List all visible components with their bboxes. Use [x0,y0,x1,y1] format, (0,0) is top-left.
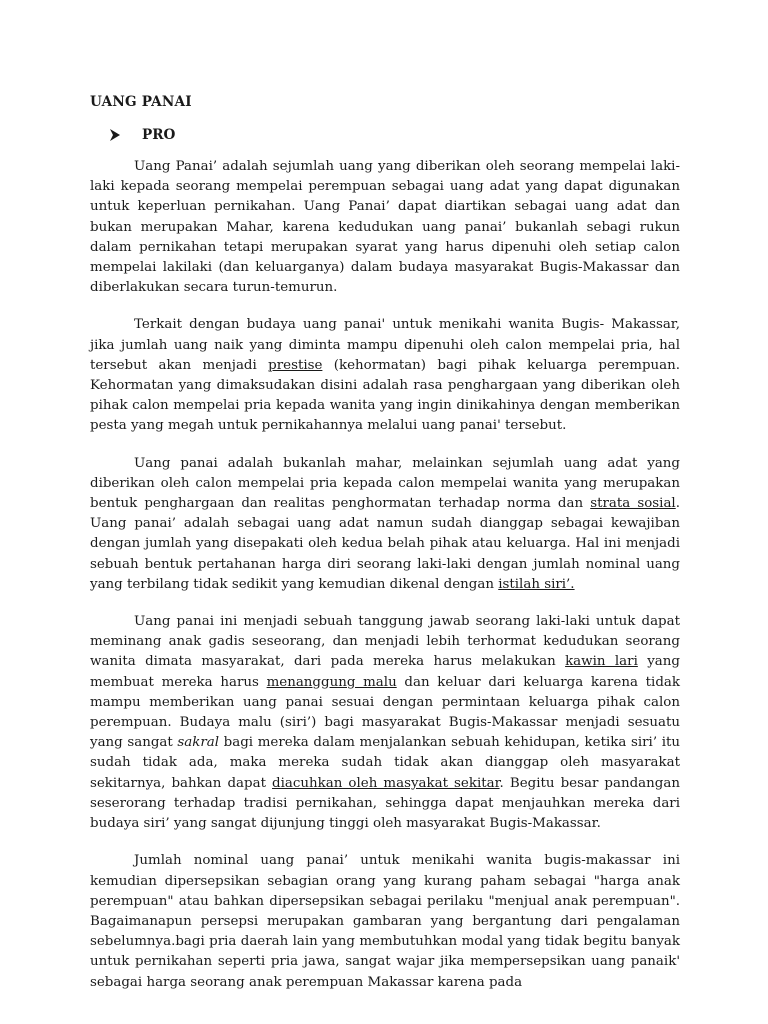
paragraph-text: bagi mereka dalam menjalankan sebuah kehidupan, ketika siri’ itu sudah tidak ada, maka mereka sudah tidak akan dianggap oleh masyarakat sekitarnya, bahkan dapat [90,735,680,791]
underlined-term-prestise: prestise [268,357,323,373]
underlined-term-istilah-siri: istilah siri’. [498,576,575,592]
section-heading-label: PRO [142,127,176,143]
paragraph-1 [90,157,680,298]
underlined-term-diacuhkan: diacuhkan oleh masyakat sekitar [272,775,500,791]
document-body [90,157,680,1010]
paragraph-4 [90,612,680,834]
paragraph-5 [90,851,680,992]
paragraph-text: yang membuat mereka harus [90,654,680,690]
paragraph-text: dan keluar dari keluarga karena tidak mampu memberikan uang panai sesuai dengan permintaan keluarga pihak calon perempuan. Budaya malu (siri’) bagi masyarakat Bugis-Makassar menjadi sesuatu yang sangat [90,674,680,751]
paragraph-3 [90,454,680,595]
paragraph-text: . Uang panai’ adalah sebagai uang adat namun sudah dianggap sebagai kewajiban dengan jumlah yang disepakati oleh kedua belah pihak atau keluarga. Hal ini menjadi sebuah bentuk pertahanan harga diri seorang laki-laki dengan jumlah nominal uang yang terbilang tidak sedikit yang kemudian dikenal dengan [90,496,680,592]
paragraph-text: . Begitu besar pandangan seserorang terhadap tradisi pernikahan, sehingga dapat menjauhkan mereka dari budaya siri’ yang sangat dijunjung tinggi oleh masyarakat Bugis-Makassar. [90,775,680,832]
italic-term-sakral: sakral [177,735,220,751]
paragraph-text: Uang panai adalah bukanlah mahar, melainkan sejumlah uang adat yang diberikan oleh calon mempelai pria kepada calon mempelai wanita yang merupakan bentuk penghargaan dan realitas penghormatan terhadap norma dan [90,455,680,512]
paragraph-text: Uang panai ini menjadi sebuah tanggung jawab seorang laki-laki untuk dapat meminang anak gadis seseorang, dan menjadi lebih terhormat kedudukan seorang wanita dimata masyarakat, dari pada mereka harus melakukan [90,614,680,670]
underlined-term-menanggung-malu: menanggung malu [266,674,397,690]
paragraph-text: (kehormatan) bagi pihak keluarga perempuan. Kehormatan yang dimaksudakan disini adalah rasa penghargaan yang diberikan oleh pihak calon mempelai pria kepada wanita yang ingin dinikahinya dengan memberikan pesta yang megah untuk pernikahannya melalui uang panai' tersebut. [90,357,680,434]
section-heading [108,125,175,145]
paragraph-text: Terkait dengan budaya uang panai' untuk menikahi wanita Bugis- Makassar, jika jumlah uang naik yang diminta mampu dipenuhi oleh calon mempelai pria, hal tersebut akan menjadi [90,317,680,373]
paragraph-text: Uang Panai’ adalah sejumlah uang yang diberikan oleh seorang mempelai laki-laki kepada seorang mempelai perempuan sebagai uang adat yang dapat digunakan untuk keperluan pernikahan. Uang Panai’ dapat diartikan sebagai uang adat dan bukan merupakan Mahar, karena kedudukan uang panai’ bukanlah sebagi rukun dalam pernikahan tetapi merupakan syarat yang harus dipenuhi oleh setiap calon mempelai lakilaki (dan keluarganya) dalam budaya masyarakat Bugis-Makassar dan diberlakukan secara turun-temurun. [90,159,680,296]
document-title: UANG PANAI [90,94,192,110]
arrow-right-icon [108,128,122,142]
paragraph-text: Jumlah nominal uang panai’ untuk menikahi wanita bugis-makassar ini kemudian dipersepsikan sebagian orang yang kurang paham sebagai "harga anak perempuan" atau bahkan dipersepsikan sebagai perilaku "menjual anak perempuan". Bagaimanapun persepsi merupakan gambaran yang bergantung dari pengalaman sebelumnya.bagi pria daerah lain yang membutuhkan modal yang tidak begitu banyak untuk pernikahan seperti pria jawa, sangat wajar jika mempersepsikan uang panaik' sebagai harga seorang anak perempuan Makassar karena pada [90,853,680,990]
paragraph-2 [90,315,680,436]
underlined-term-kawin-lari: kawin lari [565,654,638,670]
underlined-term-strata-sosial: strata sosial [590,496,676,512]
